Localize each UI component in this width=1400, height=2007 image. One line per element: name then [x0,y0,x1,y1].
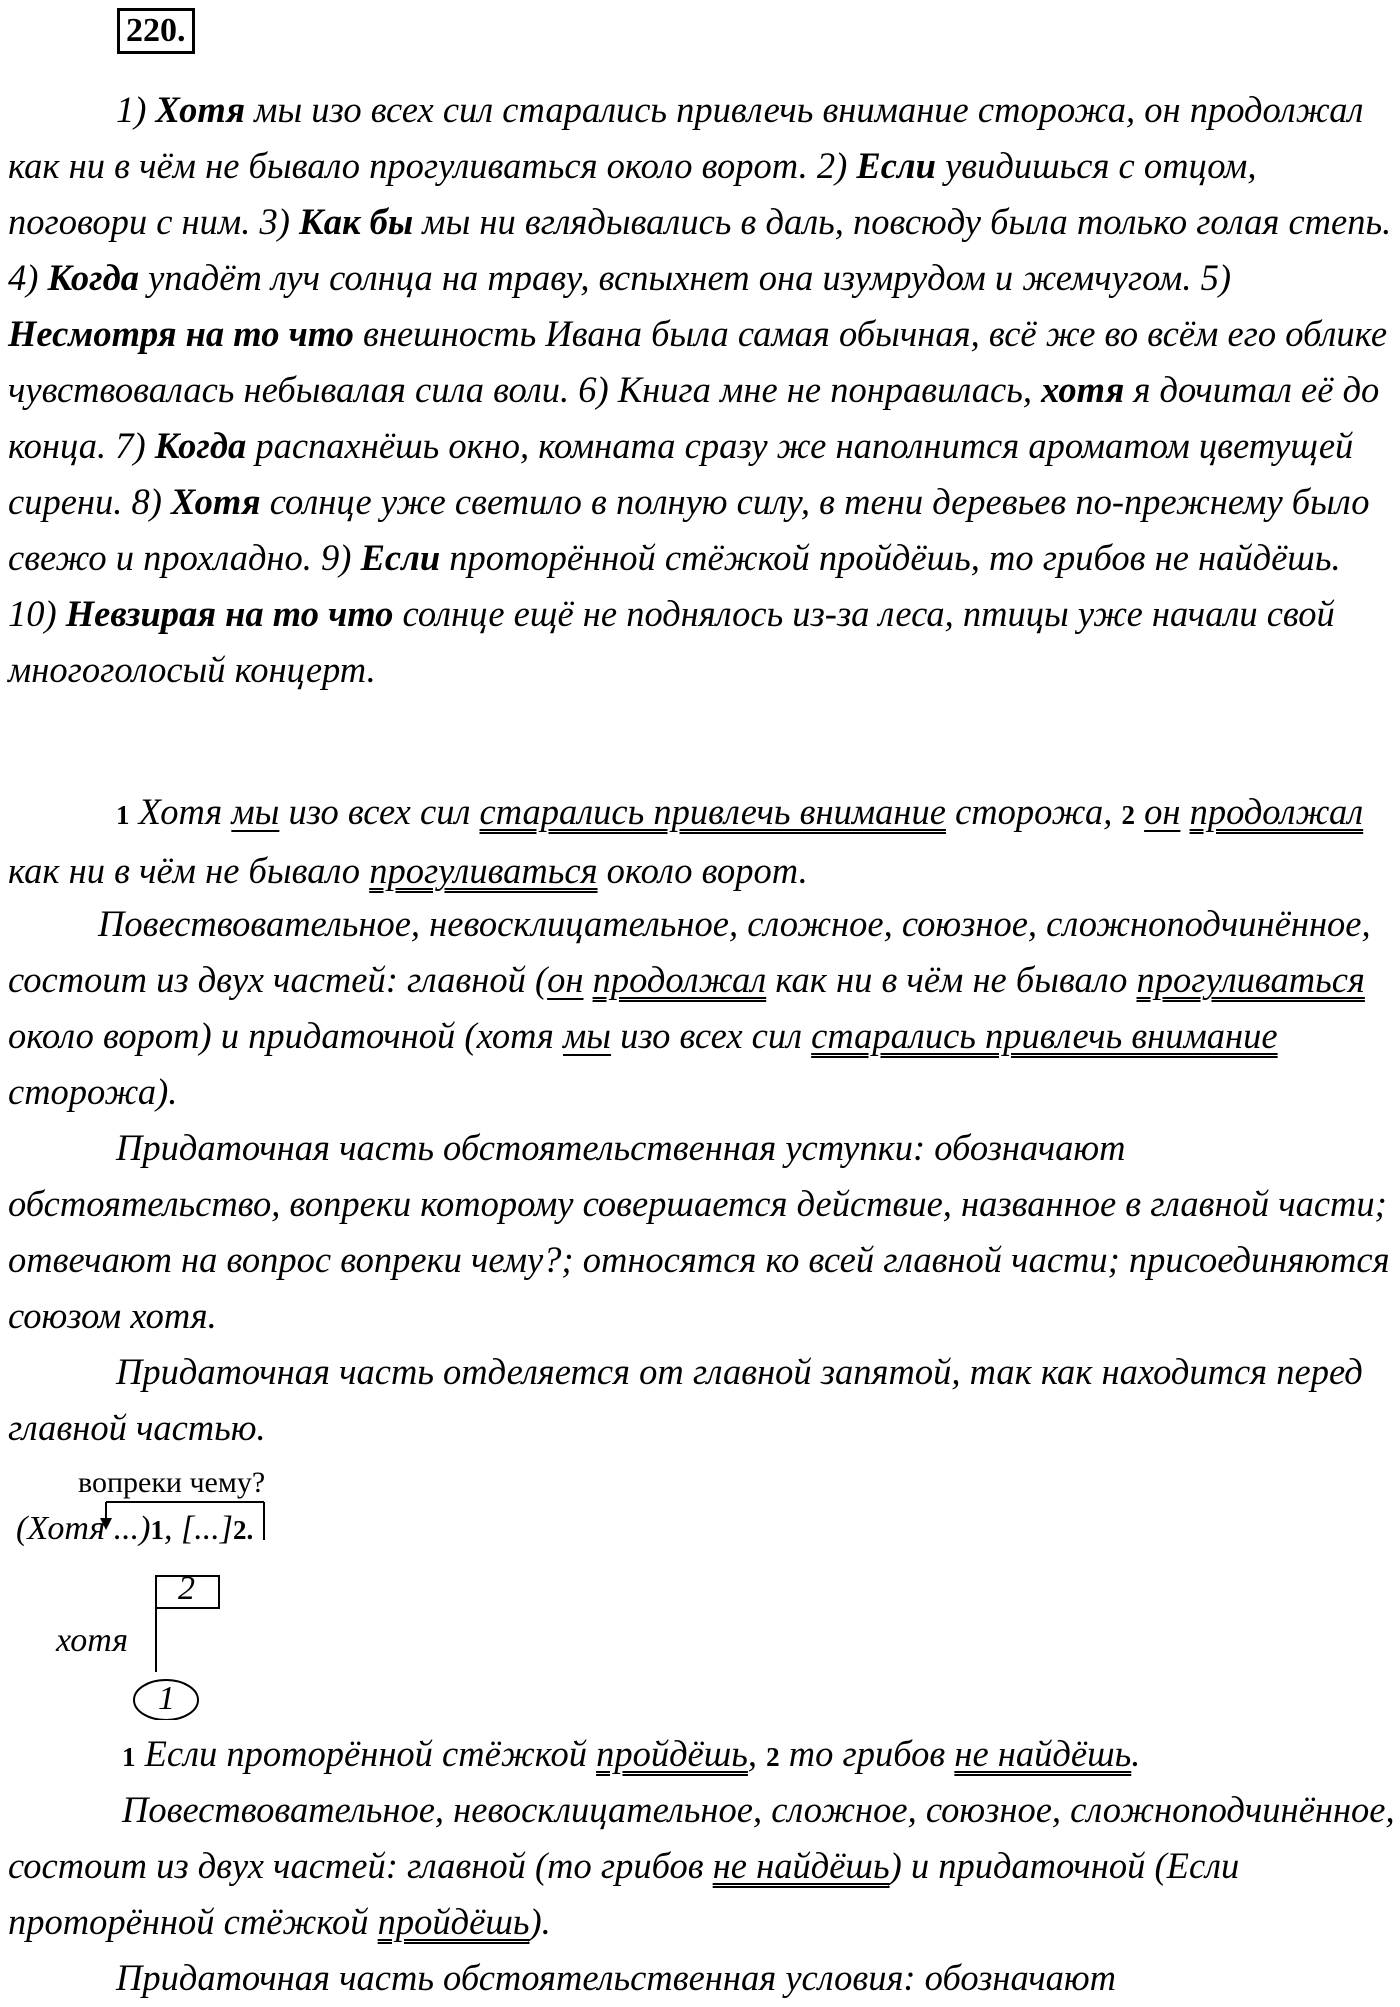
analysis-1-description: Повествовательное, невосклицательное, сложное, союзное, сложноподчинённое, состоит из двух частей: главной (он продолжал как ни в чём не бывало прогуливаться около ворот) и придаточной (хотя мы изо всех сил старались привлечь внимание сторожа). [8,903,1371,1112]
predicate: старались привлечь внимание [811,1015,1278,1056]
subject: мы [563,1015,612,1056]
task-text: 1) Хотя мы изо всех сил старались привлечь внимание сторожа, он продолжал как ни в чём не бывало прогуливаться около ворот. 2) Если увидишься с отцом, поговори с ним. 3) Как бы мы ни вглядывались в даль, повсюду была только голая степь. 4) Когда упадёт луч солнца на траву, вспыхнет она изумрудом и жемчугом. 5) Несмотря на то что внешность Ивана была самая обычная, всё же во всём его облике чувствовалась небывалая сила воли. 6) Книга мне не понравилась, хотя я дочитал её до конца. 7) Когда распахнёшь окно, комната сразу же наполнится ароматом цветущей сирени. 8) Хотя солнце уже светило в полную силу, в тени деревьев по-прежнему было свежо и прохладно. 9) Если проторённой стёжкой пройдёшь, то грибов не найдёшь. 10) Невзирая на то что солнце ещё не поднялось из-за леса, птицы уже начали свой многоголосый концерт. [8,89,1392,690]
conjunction: Если [856,145,936,186]
predicate: не найдёшь [712,1845,890,1886]
conjunction: Хотя [171,481,261,522]
predicate: не найдёшь [954,1733,1132,1774]
question-label: вопреки чему? [78,1466,266,1499]
analysis-1-clause-type: Придаточная часть обстоятельственная уступки: обозначают обстоятельство, вопреки которому совершается действие, названное в главной части; отвечают на вопрос вопреки чему?; относятся ко всей главной части; присоединяются союзом хотя. [8,1127,1390,1336]
analysis-2-sentence: 1 Если проторённой стёжкой пройдёшь, 2 то грибов не найдёшь. [122,1733,1141,1774]
subject: он [547,959,584,1000]
conjunction: Невзирая на то что [65,593,394,634]
conjunction: Хотя [155,89,246,130]
conjunction: Когда [47,257,139,298]
analysis-2-description: Повествовательное, невосклицательное, сложное, союзное, сложноподчинённое, состоит из двух частей: главной (то грибов не найдёшь) и придаточной (Если проторённой стёжкой пройдёшь). [8,1789,1395,1942]
predicate: прогуливаться [1136,959,1365,1000]
predicate: старались привлечь внимание [479,791,946,832]
conjunction: Как бы [299,201,414,242]
analysis-2-clause-type: Придаточная часть обстоятельственная условия: обозначают [116,1957,1116,1998]
conjunction: Несмотря на то что [8,313,354,354]
conjunction: Если [360,537,441,578]
scheme-formula: (Хотя ...)1, [...]2. [16,1510,254,1547]
conjunction-label: хотя [56,1622,129,1659]
subject: мы [231,791,280,832]
conjunction: хотя [1041,369,1125,410]
scheme-lines [0,1460,460,1720]
analysis-1-sentence: 1 Хотя мы изо всех сил старались привлечь внимание сторожа, 2 он продолжал как ни в чём не бывало прогуливаться около ворот. [8,791,1364,891]
predicate: прогуливаться [369,850,598,891]
sentence-scheme [0,1460,460,1720]
conjunction: Когда [154,425,247,466]
analysis-1-punctuation: Придаточная часть отделяется от главной запятой, так как находится перед главной частью. [8,1351,1363,1448]
main-clause-number: 2 [178,1570,195,1607]
predicate: продолжал [1189,791,1364,832]
predicate: продолжал [592,959,767,1000]
predicate: пройдёшь [596,1733,748,1774]
sub-clause-number: 1 [158,1680,175,1717]
exercise-number: 220. [117,8,195,54]
subject: он [1144,791,1181,832]
predicate: пройдёшь [377,1901,530,1942]
